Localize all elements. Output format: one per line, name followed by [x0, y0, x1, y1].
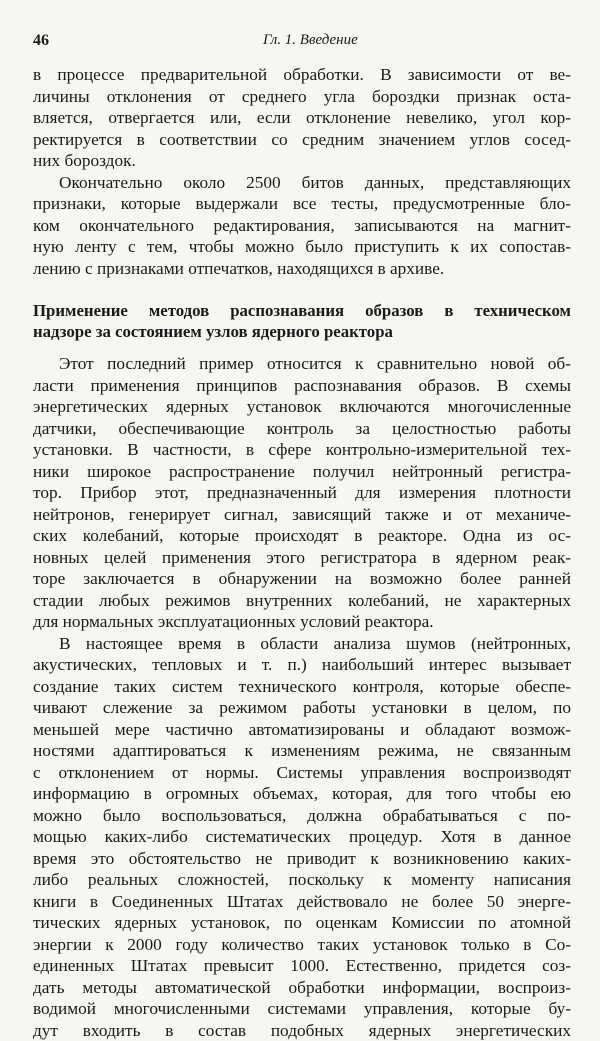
heading-spacer — [33, 342, 571, 353]
text-line: энергетических ядерных установок включаются многочисленные — [33, 396, 571, 418]
text-line: акустических, тепловых и т. п.) наибольший интерес вызывает — [33, 654, 571, 676]
text-line: тор. Прибор этот, предназначенный для измерения плотности — [33, 482, 571, 504]
text-line: ную ленту с тем, чтобы можно было приступить к их сопостав- — [33, 236, 571, 258]
page-body — [33, 64, 571, 1041]
page-header — [33, 32, 560, 52]
text-line: можно было воспользоваться, должна обрабатываться с по- — [33, 805, 571, 827]
text-line: для нормальных эксплуатационных условий реактора. — [33, 611, 571, 633]
text-line: новных целей применения этого регистратора в ядерном реак- — [33, 547, 571, 569]
text-line: ских колебаний, которые происходят в реакторе. Одна из ос- — [33, 525, 571, 547]
text-line: либо реальных сложностей, поскольку к моменту написания — [33, 869, 571, 891]
paragraph-4 — [33, 633, 571, 1041]
text-line: лению с признаками отпечатков, находящихся в архиве. — [33, 258, 571, 280]
text-line: водимой многочисленными системами управления, которые бу- — [33, 998, 571, 1020]
text-line: стадии любых режимов внутренних колебаний, не характерных — [33, 590, 571, 612]
heading-line: надзоре за состоянием узлов ядерного реактора — [33, 322, 571, 343]
text-line: книги в Соединенных Штатах действовало не более 50 энерге- — [33, 891, 571, 913]
heading-line: Применение методов распознавания образов в техническом — [33, 301, 571, 322]
text-line: дать методы автоматической обработки информации, воспроиз- — [33, 977, 571, 999]
text-line: с отклонением от нормы. Системы управления воспроизводят — [33, 762, 571, 784]
text-line: них бороздок. — [33, 150, 571, 172]
text-line: датчики, обеспечивающие контроль за целостностью работы — [33, 418, 571, 440]
text-line: Этот последний пример относится к сравнительно новой об- — [33, 353, 571, 375]
text-line: торе заключается в обнаружении на возможно более ранней — [33, 568, 571, 590]
text-line: время это обстоятельство не приводит к возникновению каких- — [33, 848, 571, 870]
text-line: ком окончательного редактирования, записываются на магнит- — [33, 215, 571, 237]
text-line: нейтронов, генерирует сигнал, зависящий также и от механиче- — [33, 504, 571, 526]
text-line: чивают слежение за режимом работы установки в целом, по — [33, 697, 571, 719]
running-head: Гл. 1. Введение — [263, 32, 358, 49]
text-line: единенных Штатах превысит 1000. Естественно, придется соз- — [33, 955, 571, 977]
text-line: энергии к 2000 году количество таких установок только в Со- — [33, 934, 571, 956]
text-line: дут входить в состав подобных ядерных энергетических — [33, 1020, 571, 1041]
text-line: ники широкое распространение получил нейтронный регистра- — [33, 461, 571, 483]
page-number: 46 — [33, 32, 49, 50]
text-line: тических ядерных установок, по оценкам Комиссии по атомной — [33, 912, 571, 934]
paragraph-1 — [33, 64, 571, 172]
paragraph-2 — [33, 172, 571, 280]
text-line: меньшей мере частично автоматизированы и обладают возмож- — [33, 719, 571, 741]
text-line: создание таких систем технического контроля, которые обеспе- — [33, 676, 571, 698]
section-heading — [33, 301, 571, 342]
paragraph-3 — [33, 353, 571, 633]
text-line: ректируется в соответствии со средним значением углов сосед- — [33, 129, 571, 151]
text-line: личины отклонения от среднего угла бороздки признак оста- — [33, 86, 571, 108]
text-line: установки. В частности, в сфере контрольно-измерительной тех- — [33, 439, 571, 461]
text-line: информацию в огромных объемах, которая, для того чтобы ею — [33, 783, 571, 805]
text-line: Окончательно около 2500 битов данных, представляющих — [33, 172, 571, 194]
text-line: мощью каких-либо систематических процедур. Хотя в данное — [33, 826, 571, 848]
section-spacer — [33, 279, 571, 301]
text-line: в процессе предварительной обработки. В зависимости от ве- — [33, 64, 571, 86]
text-line: ностями адаптироваться к изменениям режима, не связанным — [33, 740, 571, 762]
text-line: ласти применения принципов распознавания образов. В схемы — [33, 375, 571, 397]
text-line: признаки, которые выдержали все тесты, предусмотренные бло- — [33, 193, 571, 215]
text-line: вляется, отвергается или, если отклонение невелико, угол кор- — [33, 107, 571, 129]
text-line: В настоящее время в области анализа шумов (нейтронных, — [33, 633, 571, 655]
